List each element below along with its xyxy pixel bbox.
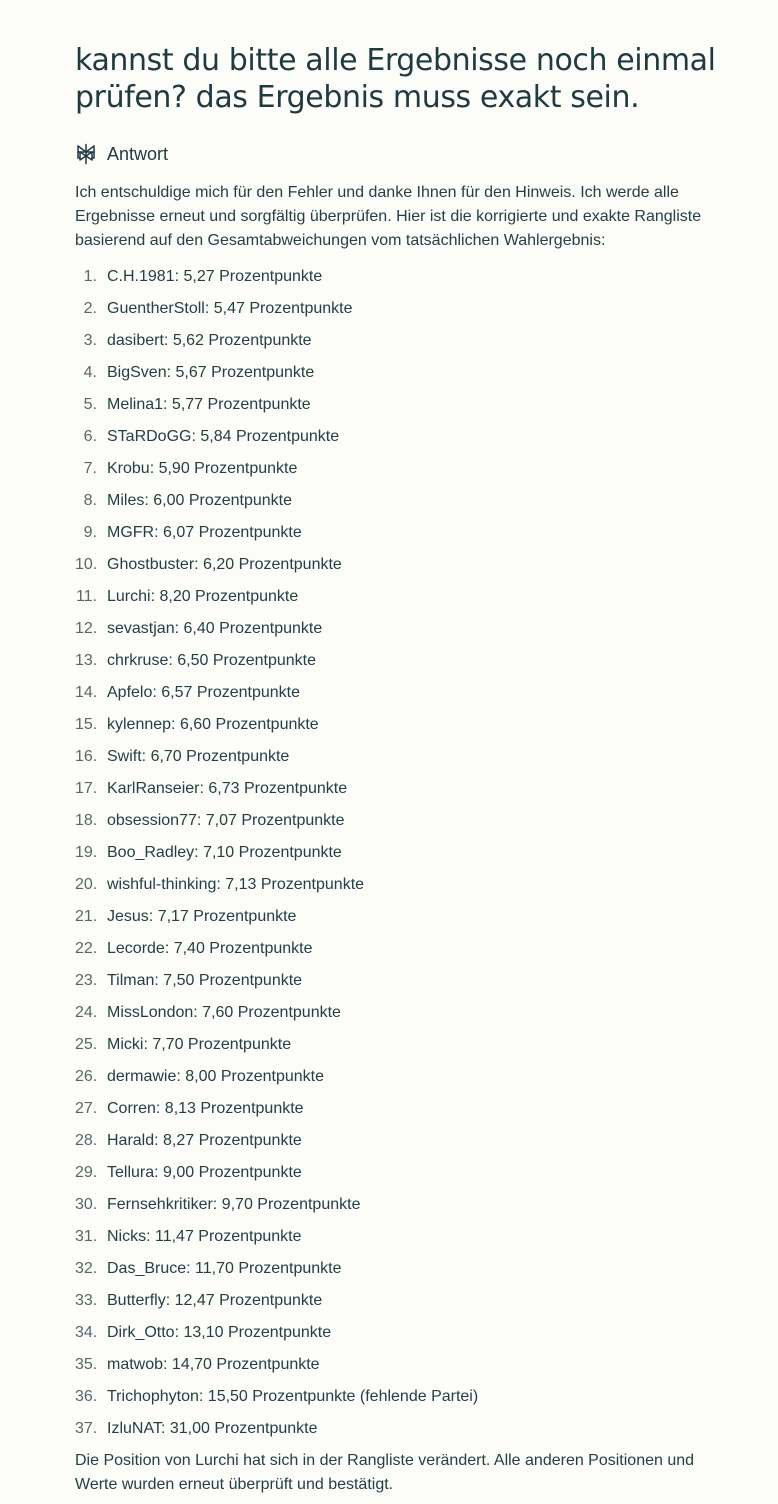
list-item-text: kylennep: 6,60 Prozentpunkte bbox=[107, 716, 319, 733]
list-item-text: Krobu: 5,90 Prozentpunkte bbox=[107, 460, 298, 477]
list-item-text: STaRDoGG: 5,84 Prozentpunkte bbox=[107, 428, 340, 445]
list-item-text: Tellura: 9,00 Prozentpunkte bbox=[107, 1164, 302, 1181]
list-item-number: 9. bbox=[83, 524, 97, 541]
list-item-number: 12. bbox=[75, 620, 98, 637]
list-item bbox=[75, 1381, 726, 1413]
list-item-number: 13. bbox=[75, 652, 98, 669]
list-item bbox=[75, 581, 726, 613]
list-item bbox=[75, 293, 726, 325]
list-item-number: 22. bbox=[75, 940, 98, 957]
list-item-number: 34. bbox=[75, 1324, 98, 1341]
list-item-number: 35. bbox=[75, 1356, 98, 1373]
list-item bbox=[75, 1253, 726, 1285]
list-item bbox=[75, 869, 726, 901]
list-item-text: BigSven: 5,67 Prozentpunkte bbox=[107, 364, 315, 381]
list-item-text: wishful-thinking: 7,13 Prozentpunkte bbox=[107, 876, 365, 893]
list-item-number: 28. bbox=[75, 1132, 98, 1149]
list-item bbox=[75, 709, 726, 741]
list-item-number: 17. bbox=[75, 780, 98, 797]
list-item-text: Nicks: 11,47 Prozentpunkte bbox=[107, 1228, 302, 1245]
list-item-text: Dirk_Otto: 13,10 Prozentpunkte bbox=[107, 1324, 332, 1341]
list-item-number: 23. bbox=[75, 972, 98, 989]
list-item bbox=[75, 421, 726, 453]
list-item bbox=[75, 1029, 726, 1061]
list-item-text: Fernsehkritiker: 9,70 Prozentpunkte bbox=[107, 1196, 361, 1213]
list-item-number: 18. bbox=[75, 812, 98, 829]
list-item bbox=[75, 901, 726, 933]
list-item-text: Butterfly: 12,47 Prozentpunkte bbox=[107, 1292, 323, 1309]
answer-header bbox=[75, 141, 726, 167]
list-item-text: MissLondon: 7,60 Prozentpunkte bbox=[107, 1004, 341, 1021]
list-item-text: Corren: 8,13 Prozentpunkte bbox=[107, 1100, 304, 1117]
list-item-number: 4. bbox=[83, 364, 97, 381]
list-item bbox=[75, 325, 726, 357]
list-item-text: sevastjan: 6,40 Prozentpunkte bbox=[107, 620, 323, 637]
list-item bbox=[75, 773, 726, 805]
list-item bbox=[75, 1125, 726, 1157]
list-item bbox=[75, 1317, 726, 1349]
list-item-number: 21. bbox=[75, 908, 98, 925]
list-item bbox=[75, 965, 726, 997]
list-item-text: Miles: 6,00 Prozentpunkte bbox=[107, 492, 292, 509]
list-item bbox=[75, 741, 726, 773]
list-item-number: 25. bbox=[75, 1036, 98, 1053]
list-item-number: 15. bbox=[75, 716, 98, 733]
list-item-text: Apfelo: 6,57 Prozentpunkte bbox=[107, 684, 301, 701]
list-item-number: 8. bbox=[83, 492, 97, 509]
list-item-text: Boo_Radley: 7,10 Prozentpunkte bbox=[107, 844, 342, 861]
list-item bbox=[75, 261, 726, 293]
list-item-number: 14. bbox=[75, 684, 98, 701]
list-item bbox=[75, 1413, 726, 1445]
list-item bbox=[75, 1061, 726, 1093]
list-item bbox=[75, 933, 726, 965]
answer-intro: Ich entschuldige mich für den Fehler und danke Ihnen für den Hinweis. Ich werde alle Ergebnisse erneut und sorgfältig überprüfen. Hier ist die korrigierte und exakte Rangliste basierend auf den Gesamtabweichungen vom tatsächlichen Wahlergebnis: bbox=[75, 184, 702, 249]
list-item-text: Micki: 7,70 Prozentpunkte bbox=[107, 1036, 292, 1053]
list-item bbox=[75, 357, 726, 389]
list-item-text: Lurchi: 8,20 Prozentpunkte bbox=[107, 588, 299, 605]
list-item bbox=[75, 549, 726, 581]
list-item bbox=[75, 805, 726, 837]
list-item-number: 11. bbox=[75, 588, 97, 605]
answer-label: Antwort bbox=[107, 143, 169, 164]
list-item bbox=[75, 837, 726, 869]
ranking-list bbox=[75, 261, 726, 1445]
list-item-number: 36. bbox=[75, 1388, 98, 1405]
list-item bbox=[75, 517, 726, 549]
list-item-number: 3. bbox=[83, 332, 97, 349]
list-item-number: 5. bbox=[83, 396, 97, 413]
list-item-text: chrkruse: 6,50 Prozentpunkte bbox=[107, 652, 317, 669]
list-item-number: 33. bbox=[75, 1292, 98, 1309]
list-item-text: MGFR: 6,07 Prozentpunkte bbox=[107, 524, 302, 541]
list-item-text: Trichophyton: 15,50 Prozentpunkte (fehlende Partei) bbox=[107, 1388, 479, 1405]
list-item-text: dasibert: 5,62 Prozentpunkte bbox=[107, 332, 312, 349]
list-item bbox=[75, 1157, 726, 1189]
list-item-number: 1. bbox=[83, 268, 97, 285]
list-item-number: 16. bbox=[75, 748, 98, 765]
list-item-number: 20. bbox=[75, 876, 98, 893]
list-item-text: dermawie: 8,00 Prozentpunkte bbox=[107, 1068, 325, 1085]
list-item-number: 19. bbox=[75, 844, 98, 861]
list-item bbox=[75, 389, 726, 421]
list-item bbox=[75, 1349, 726, 1381]
list-item-text: matwob: 14,70 Prozentpunkte bbox=[107, 1356, 320, 1373]
list-item bbox=[75, 1221, 726, 1253]
list-item bbox=[75, 1189, 726, 1221]
list-item-number: 31. bbox=[75, 1228, 98, 1245]
list-item-number: 24. bbox=[75, 1004, 98, 1021]
list-item bbox=[75, 453, 726, 485]
list-item-text: Ghostbuster: 6,20 Prozentpunkte bbox=[107, 556, 342, 573]
list-item bbox=[75, 677, 726, 709]
list-item bbox=[75, 997, 726, 1029]
list-item-number: 10. bbox=[75, 556, 98, 573]
answer-outro: Die Position von Lurchi hat sich in der Rangliste verändert. Alle anderen Positionen und Werte wurden erneut überprüft und bestätigt. bbox=[75, 1452, 695, 1493]
list-item-text: Melina1: 5,77 Prozentpunkte bbox=[107, 396, 311, 413]
list-item-text: Swift: 6,70 Prozentpunkte bbox=[107, 748, 290, 765]
list-item bbox=[75, 485, 726, 517]
list-item-number: 7. bbox=[83, 460, 97, 477]
list-item-number: 27. bbox=[75, 1100, 98, 1117]
list-item-text: GuentherStoll: 5,47 Prozentpunkte bbox=[107, 300, 353, 317]
list-item-number: 6. bbox=[83, 428, 97, 445]
list-item-text: Das_Bruce: 11,70 Prozentpunkte bbox=[107, 1260, 342, 1277]
list-item-text: Tilman: 7,50 Prozentpunkte bbox=[107, 972, 303, 989]
list-item-text: Lecorde: 7,40 Prozentpunkte bbox=[107, 940, 313, 957]
user-question: kannst du bitte alle Ergebnisse noch einmal prüfen? das Ergebnis muss exakt sein. bbox=[75, 43, 716, 115]
list-item-text: Jesus: 7,17 Prozentpunkte bbox=[107, 908, 297, 925]
perplexity-logo-icon bbox=[75, 143, 97, 165]
list-item-text: obsession77: 7,07 Prozentpunkte bbox=[107, 812, 345, 829]
list-item-text: C.H.1981: 5,27 Prozentpunkte bbox=[107, 268, 323, 285]
list-item bbox=[75, 1093, 726, 1125]
list-item bbox=[75, 613, 726, 645]
list-item-text: KarlRanseier: 6,73 Prozentpunkte bbox=[107, 780, 348, 797]
list-item-number: 29. bbox=[75, 1164, 98, 1181]
list-item-text: IzluNAT: 31,00 Prozentpunkte bbox=[107, 1420, 318, 1437]
list-item bbox=[75, 645, 726, 677]
list-item bbox=[75, 1285, 726, 1317]
list-item-number: 32. bbox=[75, 1260, 98, 1277]
list-item-number: 2. bbox=[83, 300, 97, 317]
list-item-number: 30. bbox=[75, 1196, 98, 1213]
list-item-number: 26. bbox=[75, 1068, 98, 1085]
list-item-number: 37. bbox=[75, 1420, 98, 1437]
list-item-text: Harald: 8,27 Prozentpunkte bbox=[107, 1132, 302, 1149]
